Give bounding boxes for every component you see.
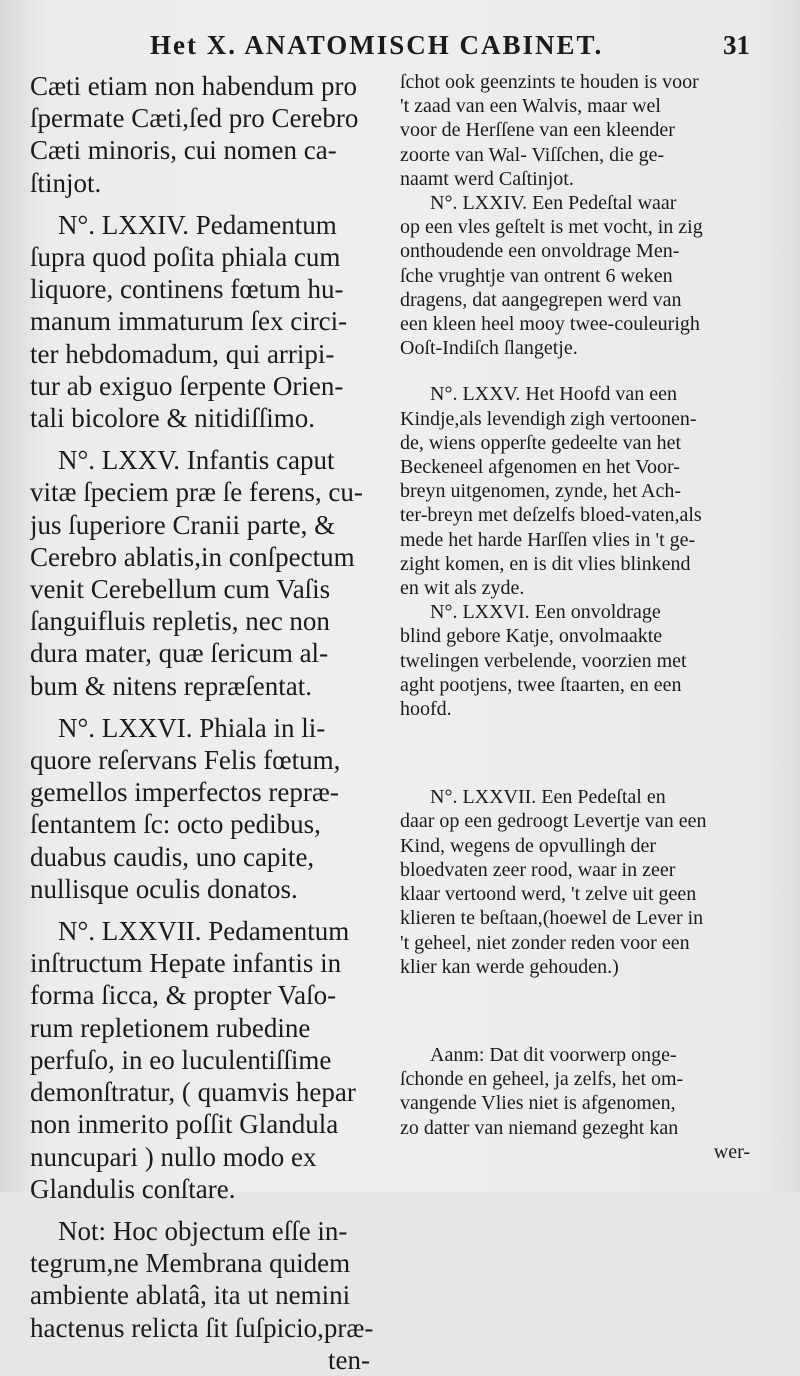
- text-line: hoofd.: [400, 698, 452, 721]
- dutch-column: [400, 70, 760, 1164]
- text-line: ſchot ook geenzints te houden is voor: [400, 71, 699, 93]
- text-line: hactenus relicta ſit ſuſpicio,præ-: [30, 1312, 374, 1343]
- text-line: tali bicolore & nitidiſſimo.: [30, 403, 315, 434]
- entry-heading: N°. LXXV. Het Hoofd van een: [430, 383, 678, 406]
- text-line: nuncupari ) nullo modo ex: [30, 1141, 317, 1172]
- entry-heading: N°. LXXVI. Een onvoldrage: [430, 601, 661, 624]
- text-line: twelingen verbelende, voorzien met: [400, 649, 687, 672]
- text-line: Ooſt-Indiſch ſlangetje.: [400, 337, 578, 360]
- text-line: rum repletionem rubedine: [30, 1012, 311, 1043]
- text-line: aght pootjens, twee ſtaarten, en een: [400, 673, 682, 696]
- text-line: ſanguifluis repletis, nec non: [30, 606, 330, 637]
- text-line: forma ſicca, & propter Vaſo-: [30, 980, 337, 1011]
- text-line: een kleen heel mooy twee-couleurigh: [400, 313, 700, 336]
- entry-heading: N°. LXXVII. Een Pedeſtal en: [430, 786, 666, 809]
- text-line: zo datter van niemand gezeght kan: [400, 1116, 679, 1139]
- note-heading: Not: Hoc objectum eſſe in-: [58, 1215, 348, 1246]
- text-line: de, wiens opperſte gedeelte van het: [400, 431, 681, 454]
- text-line: ſupra quod poſita phiala cum: [30, 242, 341, 273]
- text-line: Cæti minoris, cui nomen ca-: [30, 135, 337, 166]
- text-line: ſchonde en geheel, ja zelfs, het om-: [400, 1068, 684, 1091]
- text-line: ſche vrughtje van ontrent 6 weken: [400, 264, 673, 287]
- entry-heading: N°. LXXVI. Phiala in li-: [58, 712, 326, 743]
- text-line: blind gebore Katje, onvolmaakte: [400, 625, 663, 648]
- text-line: quore reſervans Felis fœtum,: [30, 745, 341, 776]
- running-head: Het X. ANATOMISCH CABINET.: [150, 30, 604, 60]
- text-line: zight komen, en is dit vlies blinkend: [400, 552, 691, 575]
- text-line: en wit als zyde.: [400, 577, 525, 600]
- text-line: klier kan werde gehouden.): [400, 955, 619, 978]
- page-number: 31: [723, 30, 750, 60]
- text-line: bloedvaten zeer rood, waar in zeer: [400, 858, 676, 881]
- text-line: liquore, continens fœtum hu-: [30, 274, 344, 305]
- text-line: Cæti etiam non habendum pro: [30, 71, 357, 101]
- text-line: ter-breyn met deſzelfs bloed-vaten,als: [400, 504, 702, 527]
- note-heading: Aanm: Dat dit voorwerp onge-: [430, 1043, 677, 1066]
- text-line: zoorte van Wal- Viſſchen, die ge-: [400, 143, 665, 166]
- text-line: op een vles geſtelt is met vocht, in zig: [400, 216, 703, 239]
- text-line: bum & nitens repræſentat.: [30, 670, 312, 701]
- latin-column: [30, 70, 378, 1376]
- text-line: demonſtratur, ( quamvis hepar: [30, 1077, 356, 1108]
- text-line: vangende Vlies niet is afgenomen,: [400, 1092, 676, 1115]
- entry-heading: N°. LXXIV. Een Pedeſtal waar: [430, 192, 677, 215]
- catchword: ten-: [328, 1344, 370, 1375]
- entry-heading: N°. LXXV. Infantis caput: [58, 445, 335, 476]
- text-line: ter hebdomadum, qui arripi-: [30, 338, 335, 369]
- text-line: voor de Herſſene van een kleender: [400, 119, 675, 142]
- text-line: dragens, dat aangegrepen werd van: [400, 288, 682, 311]
- text-line: dura mater, quæ ſericum al-: [30, 638, 329, 669]
- text-line: gemellos imperfectos repræ-: [30, 777, 339, 808]
- text-line: tur ab exiguo ſerpente Orien-: [30, 370, 344, 401]
- text-line: 't zaad van een Walvis, maar wel: [400, 95, 661, 118]
- text-line: onthoudende een onvoldrage Men-: [400, 240, 680, 263]
- text-line: tegrum,ne Membrana quidem: [30, 1248, 351, 1279]
- text-line: manum immaturum ſex circi-: [30, 306, 348, 337]
- text-line: perfuſo, in eo luculentiſſime: [30, 1044, 332, 1075]
- text-line: Cerebro ablatis,in conſpectum: [30, 541, 355, 572]
- text-line: Glandulis conſtare.: [30, 1173, 236, 1204]
- text-line: mede het harde Harſſen vlies in 't ge-: [400, 528, 696, 551]
- text-line: vitæ ſpeciem præ ſe ferens, cu-: [30, 477, 363, 508]
- text-line: ſtinjot.: [30, 167, 102, 198]
- text-line: inſtructum Hepate infantis in: [30, 948, 342, 979]
- text-line: duabus caudis, uno capite,: [30, 841, 315, 872]
- text-line: ambiente ablatâ, ita ut nemini: [30, 1280, 351, 1311]
- text-line: klieren te beſtaan,(hoewel de Lever in: [400, 907, 704, 930]
- text-line: ſentantem ſc: octo pedibus,: [30, 809, 321, 840]
- text-line: naamt werd Caſtinjot.: [400, 167, 574, 190]
- text-line: jus ſuperiore Cranii parte, &: [30, 509, 336, 540]
- text-line: Kindje,als levendigh zigh vertoonen-: [400, 407, 697, 430]
- text-line: Kind, wegens de opvullingh der: [400, 834, 657, 857]
- entry-heading: N°. LXXIV. Pedamentum: [58, 209, 337, 240]
- text-line: klaar vertoond werd, 't zelve uit geen: [400, 883, 697, 906]
- text-line: 't geheel, niet zonder reden voor een: [400, 931, 690, 954]
- entry-heading: N°. LXXVII. Pedamentum: [58, 916, 350, 947]
- text-line: venit Cerebellum cum Vaſis: [30, 574, 331, 605]
- text-line: ſpermate Cæti,ſed pro Cerebro: [30, 103, 359, 134]
- text-line: breyn uitgenomen, zynde, het Ach-: [400, 480, 682, 503]
- catchword: wer-: [713, 1140, 750, 1163]
- page-header: [150, 30, 750, 64]
- text-line: Beckeneel afgenomen en het Voor-: [400, 456, 680, 479]
- text-line: non inmerito poſſit Glandula: [30, 1109, 339, 1140]
- text-line: daar op een gedroogt Levertje van een: [400, 810, 707, 833]
- text-line: nullisque oculis donatos.: [30, 873, 298, 904]
